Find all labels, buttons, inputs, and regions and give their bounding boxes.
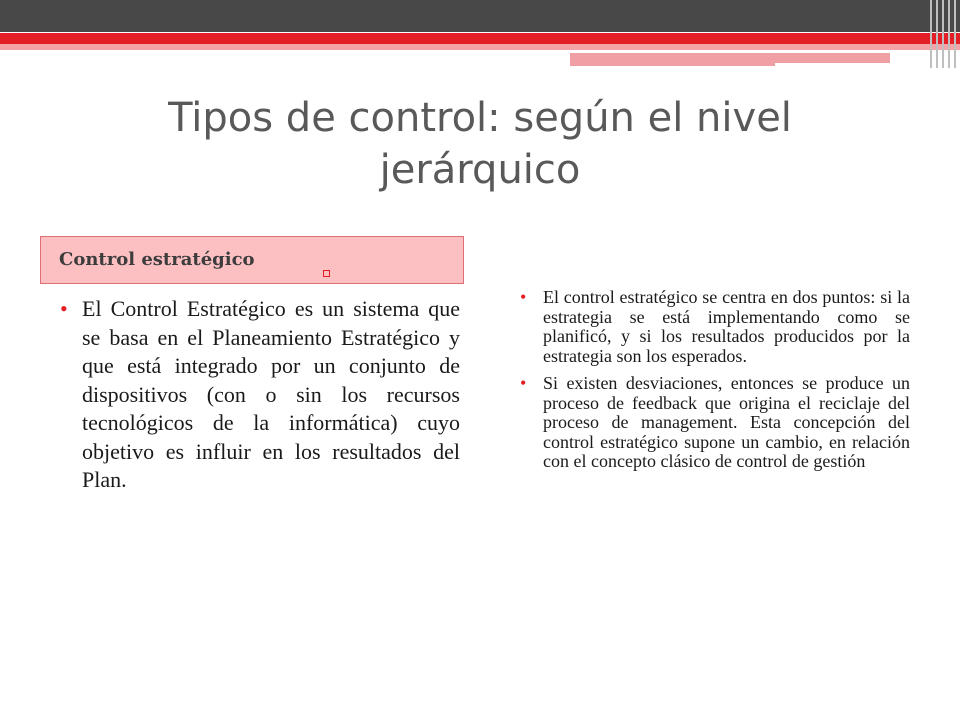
slide-title-line-1: Tipos de control: según el nivel	[168, 95, 792, 141]
section-heading: Control estratégico	[59, 249, 255, 270]
top-pink-accent-bar	[570, 53, 890, 63]
bullet-text: El Control Estratégico es un sistema que se basa en el Planeamiento Estratégico y que está integrado por un conjunto de dispositivos (con o sin los recursos tecnológicos de la informática) cuyo objetivo es influir en los resultados del Plan.	[82, 296, 460, 492]
text-box-handle-icon[interactable]	[323, 270, 330, 277]
bullet-icon: •	[520, 373, 527, 393]
list-item	[520, 374, 910, 472]
list-item	[520, 288, 910, 366]
bullet-icon: •	[520, 287, 527, 307]
bullet-text: El control estratégico se centra en dos puntos: si la estrategia se está implementando como se planificó, y si los resultados producidos por la estrategia son los esperados.	[543, 287, 910, 366]
top-red-bar	[0, 33, 960, 44]
right-bullet-list	[520, 288, 910, 472]
slide-title	[60, 92, 900, 196]
right-column	[520, 288, 910, 480]
slide-title-line-2: jerárquico	[379, 147, 581, 193]
list-item	[60, 295, 460, 495]
vertical-stripes-decoration	[926, 0, 960, 68]
left-column	[60, 295, 460, 495]
bullet-text: Si existen desviaciones, entonces se produce un proceso de feedback que origina el reciclaje del proceso de management. Esta concepción del control estratégico supone un cambio, en relación con el concepto clásico de control de gestión	[543, 373, 910, 471]
top-pink-accent-line	[570, 63, 775, 66]
top-dark-bar	[0, 0, 960, 32]
section-heading-box[interactable]	[40, 236, 464, 284]
bullet-icon: •	[60, 296, 68, 321]
left-bullet-list	[60, 295, 460, 495]
